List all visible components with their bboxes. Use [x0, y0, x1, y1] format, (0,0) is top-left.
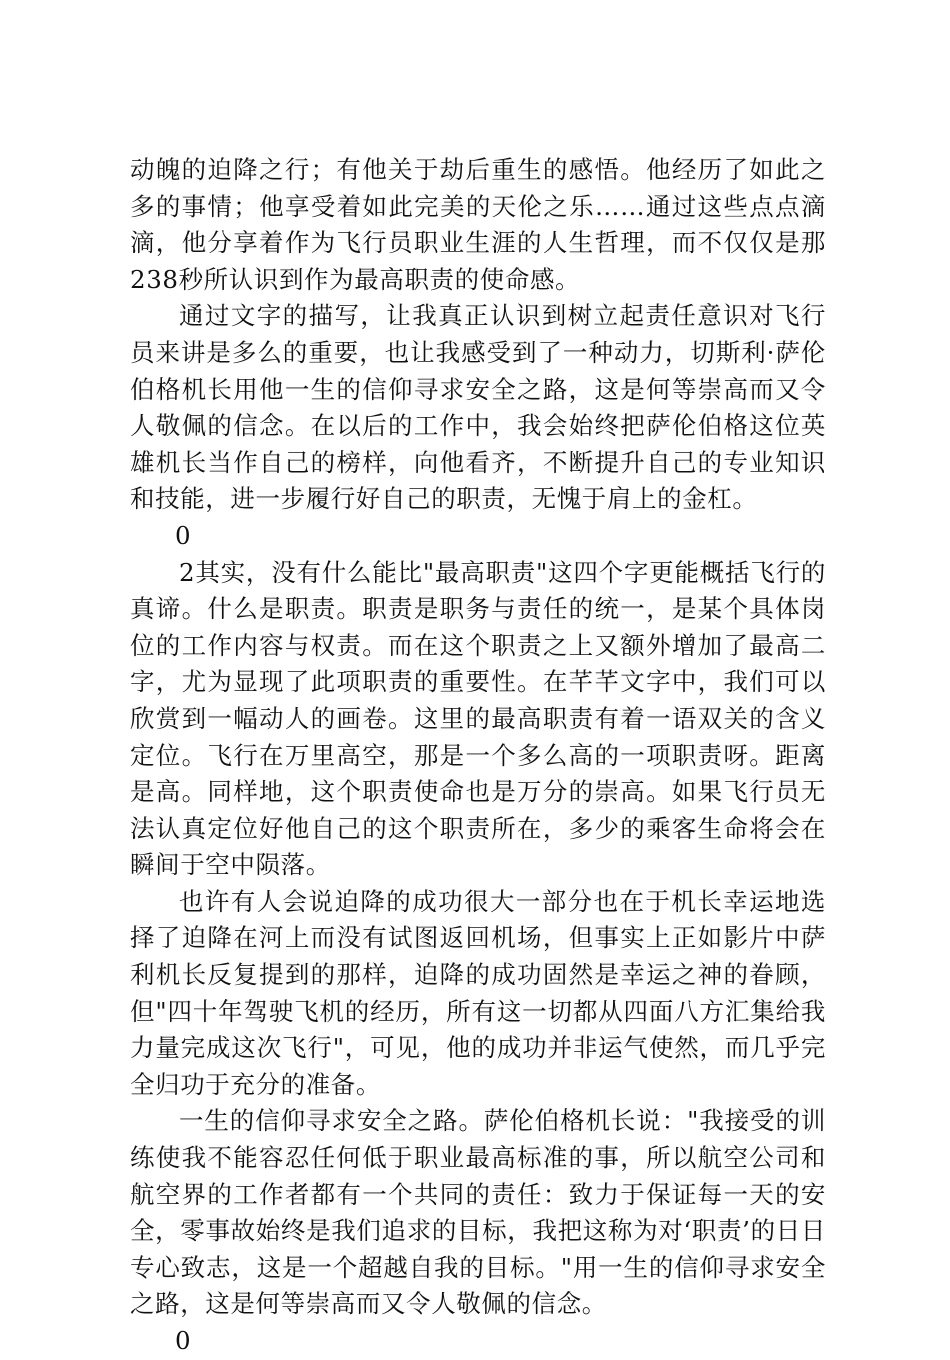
paragraph-highest-duty: 2其实，没有什么能比"最高职责"这四个字更能概括飞行的真谛。什么是职责。职责是职务与责任的统一，是某个具体岗位的工作内容与权责。而在这个职责之上又额外增加了最高二字，尤为显现了此项职责的重要性。在芊芊文字中，我们可以欣赏到一幅动人的画卷。这里的最高职责有着一语双关的含义定位。飞行在万里高空，那是一个多么高的一项职责呀。距离是高。同样地，这个职责使命也是万分的崇高。如果飞行员无法认真定位好他自己的这个职责所在，多少的乘客生命将会在瞬间于空中陨落。 — [130, 557, 826, 880]
paragraph-marker: 0 — [175, 520, 192, 550]
paragraph-responsibility-awareness: 通过文字的描写，让我真正认识到树立起责任意识对飞行员来讲是多么的重要，也让我感受到了一种动力，切斯利·萨伦伯格机长用他一生的信仰寻求安全之路，这是何等崇高而又令人敬佩的信念。在以后的工作中，我会始终把萨伦伯格这位英雄机长当作自己的榜样，向他看齐，不断提升自己的专业知识和技能，进一步履行好自己的职责，无愧于肩上的金杠。 — [130, 301, 826, 514]
paragraph-lifelong-belief: 一生的信仰寻求安全之路。萨伦伯格机长说："我接受的训练使我不能容忍任何低于职业最高标准的事，所以航空公司和航空界的工作者都有一个共同的责任：致力于保证每一天的安全，零事故始终是我们追求的目标，我把这称为对‘职责’的日日专心致志，这是一个超越自我的目标。"用一生的信仰寻求安全之路，这是何等崇高而又令人敬佩的信念。 — [130, 1106, 826, 1319]
paragraph-marker: 0 — [175, 1326, 192, 1355]
paragraph-forced-landing-success: 也许有人会说迫降的成功很大一部分也在于机长幸运地选择了迫降在河上而没有试图返回机场，但事实上正如影片中萨利机长反复提到的那样，迫降的成功固然是幸运之神的眷顾，但"四十年驾驶飞机的经历，所有这一切都从四面八方汇集给我力量完成这次飞行"，可见，他的成功并非运气使然，而几乎完全归功于充分的准备。 — [130, 886, 826, 1099]
document-body — [130, 152, 826, 1360]
paragraph-continuation: 动魄的迫降之行；有他关于劫后重生的感悟。他经历了如此之多的事情；他享受着如此完美的天伦之乐……通过这些点点滴滴，他分享着作为飞行员职业生涯的人生哲理，而不仅仅是那238秒所认识到作为最高职责的使命感。 — [130, 155, 826, 294]
